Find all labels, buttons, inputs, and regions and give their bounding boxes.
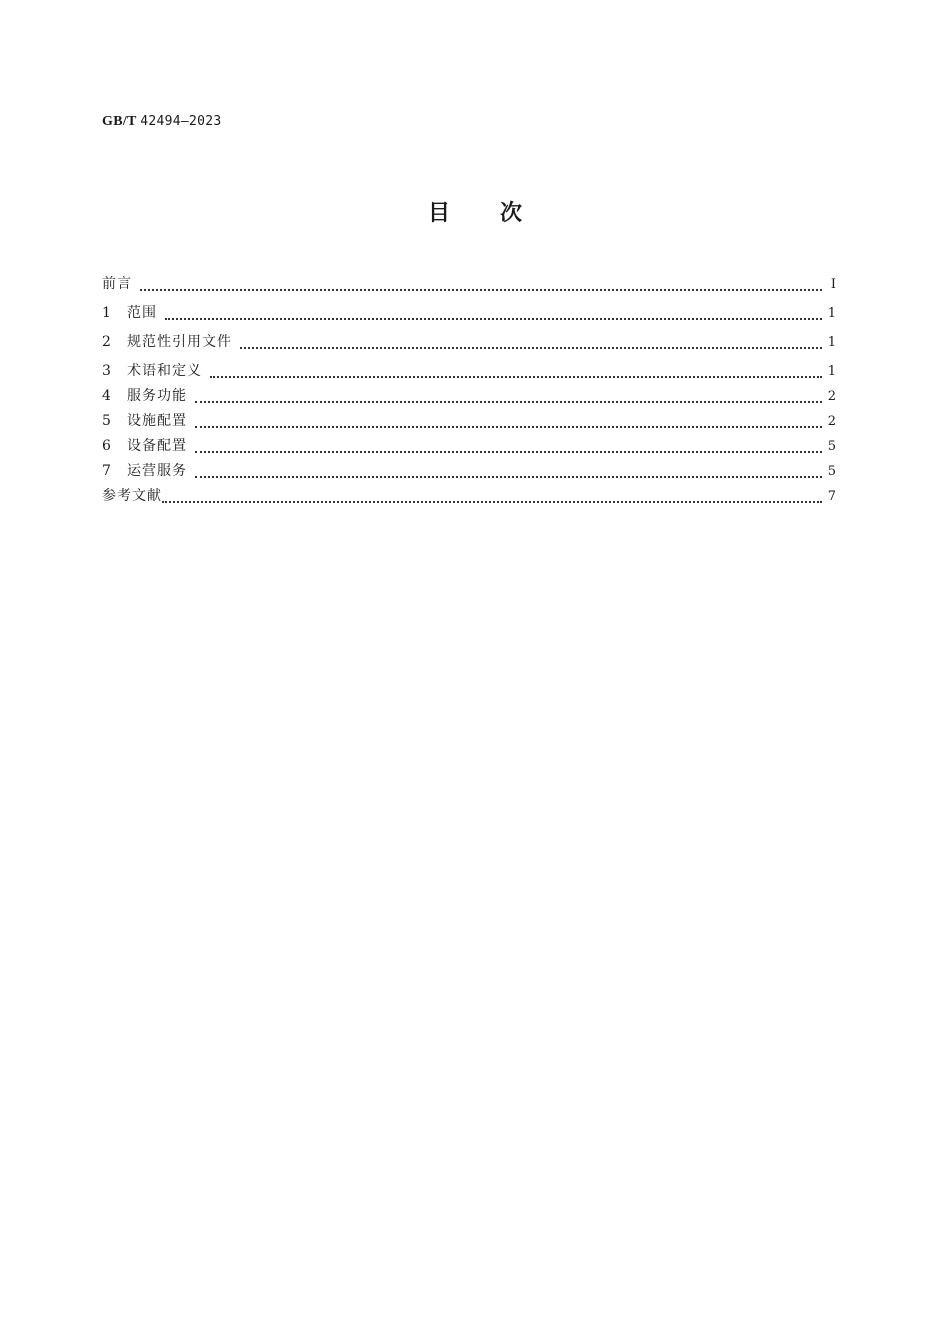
toc-item-page: 1	[827, 364, 836, 379]
toc-leader-dots	[240, 336, 822, 349]
toc-item-scope[interactable]	[102, 303, 836, 323]
toc-leader-dots	[195, 390, 822, 403]
toc-leader-dots	[195, 440, 822, 453]
toc-item-number: 5	[102, 413, 111, 429]
toc-item-equipment-config[interactable]	[102, 436, 836, 456]
toc-leader-dots	[165, 307, 822, 320]
toc-item-page: 2	[827, 389, 836, 404]
toc-item-page: 5	[827, 439, 836, 454]
toc-item-label: 术语和定义	[127, 363, 202, 379]
toc-item-page: 2	[827, 414, 836, 429]
title-char-1: 目	[427, 201, 450, 226]
toc-item-foreword[interactable]	[102, 274, 836, 294]
standard-code	[102, 114, 222, 130]
toc-item-number: 3	[102, 363, 111, 379]
toc-item-label: 前言	[102, 276, 132, 292]
title-char-2: 次	[500, 201, 523, 226]
toc-item-label: 范围	[127, 305, 157, 321]
toc-item-label: 参考文献	[102, 488, 162, 504]
toc-item-terms-definitions[interactable]	[102, 361, 836, 381]
toc-item-normative-references[interactable]	[102, 332, 836, 352]
toc-item-label: 设施配置	[127, 413, 187, 429]
standard-number: 42494—2023	[140, 114, 222, 129]
toc-item-number: 2	[102, 334, 111, 350]
toc-item-number: 7	[102, 463, 111, 479]
toc-item-label: 规范性引用文件	[127, 334, 232, 350]
toc-leader-dots	[162, 490, 822, 503]
toc-leader-dots	[210, 365, 822, 378]
toc-item-facility-config[interactable]	[102, 411, 836, 431]
toc-item-operation-service[interactable]	[102, 461, 836, 481]
toc-item-number: 4	[102, 388, 111, 404]
standard-prefix: GB/T	[102, 114, 137, 129]
toc-item-number: 1	[102, 305, 111, 321]
toc-item-page: 1	[827, 306, 836, 321]
toc-item-bibliography[interactable]	[102, 486, 836, 506]
toc-item-label: 运营服务	[127, 463, 187, 479]
page-title	[0, 196, 950, 227]
toc-item-number: 6	[102, 438, 111, 454]
toc-item-page: 5	[827, 464, 836, 479]
toc-leader-dots	[140, 278, 822, 291]
toc-item-label: 设备配置	[127, 438, 187, 454]
toc-leader-dots	[195, 415, 822, 428]
toc-item-page: 1	[827, 335, 836, 350]
toc-leader-dots	[195, 465, 822, 478]
toc-item-label: 服务功能	[127, 388, 187, 404]
toc-item-page: 7	[827, 489, 836, 504]
toc-item-page: Ⅰ	[830, 277, 836, 292]
toc-item-service-functions[interactable]	[102, 386, 836, 406]
